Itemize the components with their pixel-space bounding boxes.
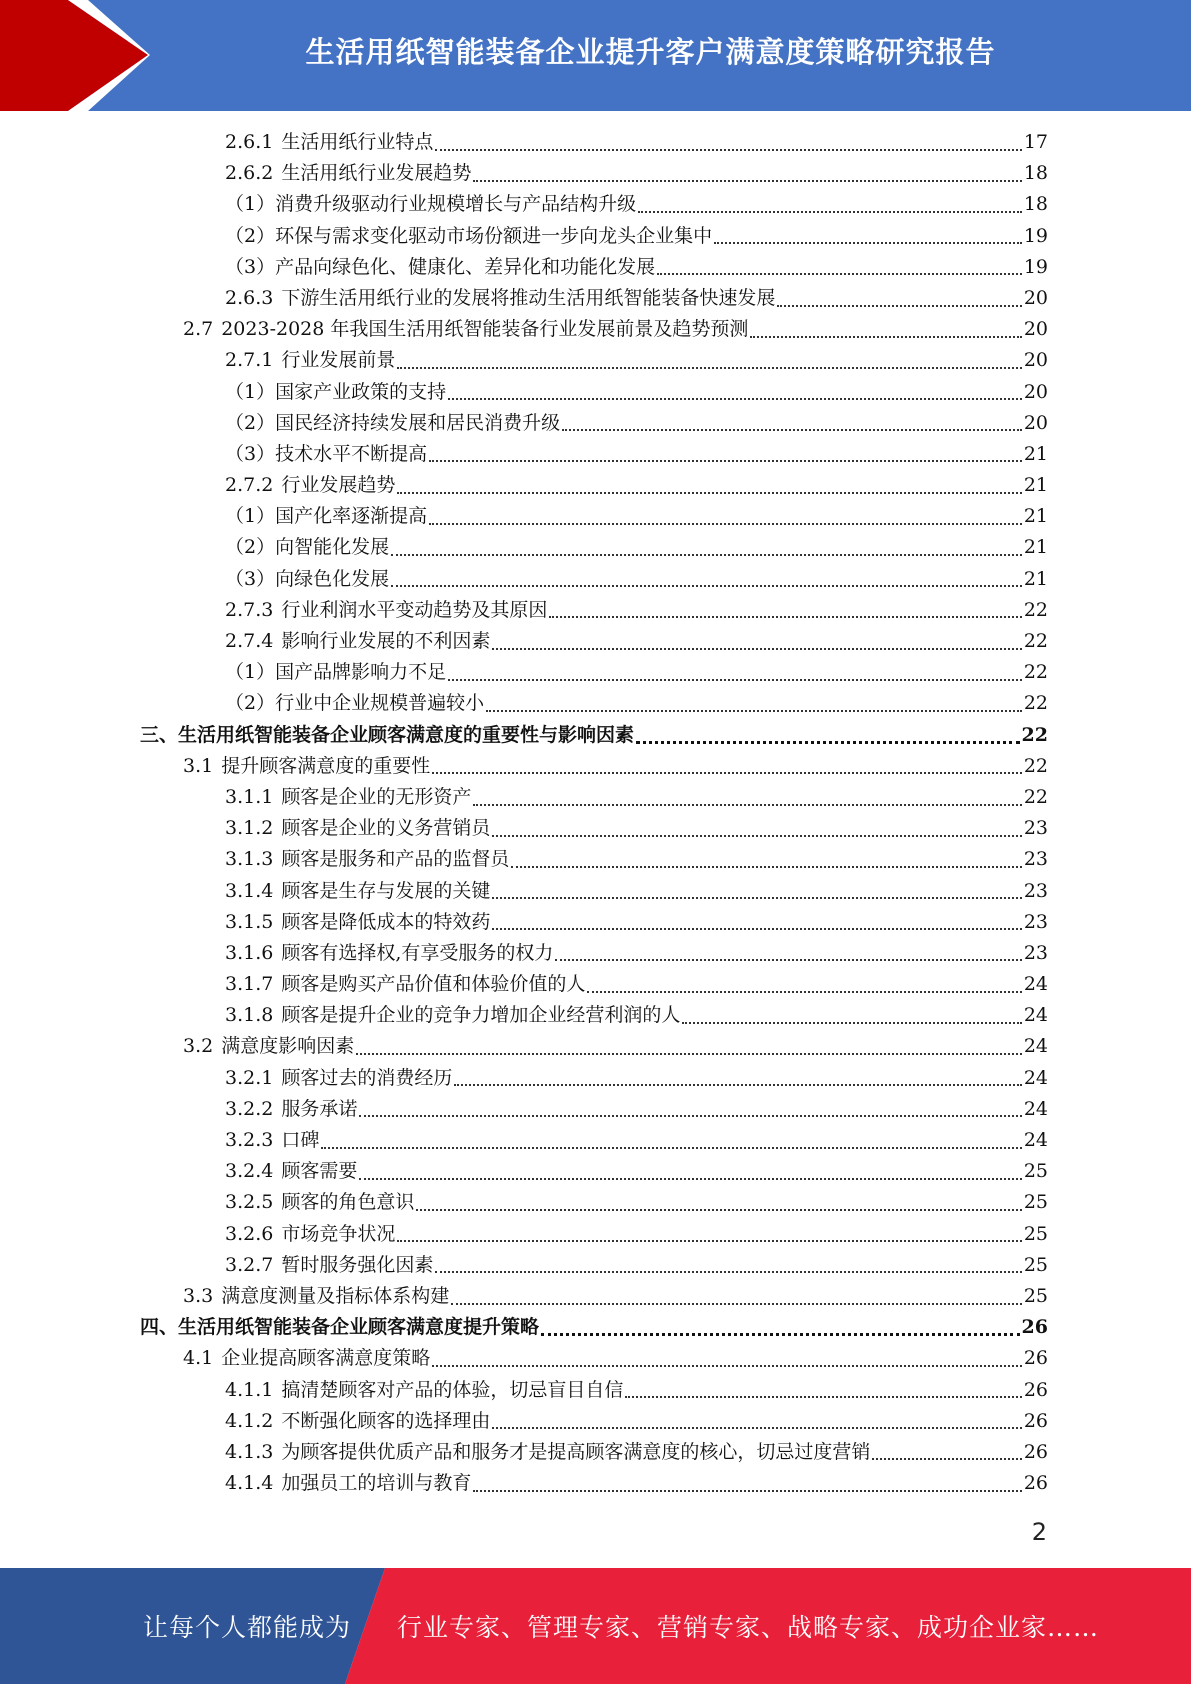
toc-entry-title: 顾客是提升企业的竞争力增加企业经营利润的人 xyxy=(281,1004,681,1027)
toc-entry-title: 影响行业发展的不利因素 xyxy=(281,630,491,652)
toc-entry-page: 21 xyxy=(1023,567,1048,590)
toc-entry-number: 3.1.4 xyxy=(225,879,274,902)
toc-dot-leader xyxy=(473,804,1021,806)
toc-dot-leader xyxy=(492,1427,1021,1429)
toc-entry-number: 2.6.2 xyxy=(225,162,274,185)
toc-entry-title: 国民经济持续发展和居民消费升级 xyxy=(275,411,561,434)
toc-dot-leader xyxy=(473,180,1021,182)
toc-entry-number: 3.2.3 xyxy=(225,1129,274,1151)
toc-entry-page: 25 xyxy=(1023,1160,1048,1183)
toc-entry[interactable] xyxy=(140,720,1048,751)
toc-entry[interactable] xyxy=(140,657,1048,688)
toc-dot-leader xyxy=(872,1458,1021,1460)
toc-entry-page: 26 xyxy=(1023,1378,1048,1401)
toc-entry-title: 顾客需要 xyxy=(281,1160,358,1183)
toc-entry-number: 3.1.2 xyxy=(225,817,274,840)
toc-dot-leader xyxy=(492,897,1021,899)
toc-entry[interactable] xyxy=(140,876,1048,907)
toc-entry-number: 2.7.4 xyxy=(225,630,274,652)
toc-entry-title: 国家产业政策的支持 xyxy=(275,380,447,403)
toc-entry-page: 25 xyxy=(1023,1284,1048,1307)
toc-entry[interactable] xyxy=(140,1468,1048,1499)
toc-entry[interactable] xyxy=(140,221,1048,252)
toc-entry-number: 3.2.7 xyxy=(225,1253,274,1276)
toc-entry[interactable] xyxy=(140,1406,1048,1437)
toc-entry-title: 生活用纸行业特点 xyxy=(281,131,434,153)
toc-entry[interactable] xyxy=(140,470,1048,501)
toc-entry-title: 提升顾客满意度的重要性 xyxy=(221,754,431,777)
toc-entry-number: 2.7.2 xyxy=(225,474,274,497)
toc-dot-leader xyxy=(321,1147,1021,1149)
toc-entry-number: （1） xyxy=(225,505,276,528)
toc-entry[interactable] xyxy=(140,439,1048,470)
toc-entry-number: 4.1.2 xyxy=(225,1409,274,1432)
toc-entry[interactable] xyxy=(140,127,1048,158)
toc-entry[interactable] xyxy=(140,314,1048,345)
toc-entry-title: 下游生活用纸行业的发展将推动生活用纸智能装备快速发展 xyxy=(281,286,776,309)
toc-entry-page: 25 xyxy=(1023,1253,1048,1276)
toc-entry-title: 顾客是购买产品价值和体验价值的人 xyxy=(281,973,586,996)
toc-dot-leader xyxy=(657,273,1022,275)
toc-entry-page: 23 xyxy=(1023,848,1048,871)
toc-entry[interactable] xyxy=(140,408,1048,439)
toc-dot-leader xyxy=(454,1084,1021,1086)
toc-entry-page: 22 xyxy=(1023,598,1048,621)
toc-entry-page: 17 xyxy=(1023,131,1048,153)
toc-dot-leader xyxy=(492,835,1021,837)
toc-entry-page: 26 xyxy=(1023,1472,1048,1495)
toc-entry-title: 为顾客提供优质产品和服务才是提高顾客满意度的核心，切忌过度营销 xyxy=(281,1440,871,1463)
toc-entry-title: 环保与需求变化驱动市场份额进一步向龙头企业集中 xyxy=(275,224,713,247)
toc-dot-leader xyxy=(435,149,1021,151)
toc-dot-leader xyxy=(541,1333,1020,1336)
toc-entry-page: 22 xyxy=(1023,754,1048,777)
toc-dot-leader xyxy=(359,1115,1021,1117)
toc-entry-number: 3.1.3 xyxy=(225,848,274,871)
toc-entry-number: 2.6.3 xyxy=(225,286,274,309)
toc-dot-leader xyxy=(636,741,1020,744)
toc-entry-number: 4.1.1 xyxy=(225,1378,274,1401)
toc-entry[interactable] xyxy=(140,252,1048,283)
toc-entry-title: 企业提高顾客满意度策略 xyxy=(221,1347,431,1370)
toc-dot-leader xyxy=(682,1022,1021,1024)
toc-entry-number: 3.1.1 xyxy=(225,785,274,808)
toc-entry-page: 24 xyxy=(1023,1004,1048,1027)
toc-entry-page: 18 xyxy=(1023,193,1048,216)
toc-entry-number: （1） xyxy=(225,380,276,403)
toc-entry-number: （2） xyxy=(225,536,276,559)
toc-entry[interactable] xyxy=(140,501,1048,532)
toc-entry[interactable] xyxy=(140,1219,1048,1250)
toc-dot-leader xyxy=(625,1396,1021,1398)
toc-entry-number: （3） xyxy=(225,255,276,278)
toc-entry[interactable] xyxy=(140,1000,1048,1031)
toc-entry-title: 行业中企业规模普遍较小 xyxy=(275,692,485,715)
toc-entry[interactable] xyxy=(140,1281,1048,1312)
toc-entry-page: 26 xyxy=(1023,1440,1048,1463)
toc-entry-title: 顾客是企业的义务营销员 xyxy=(281,817,491,840)
toc-entry-page: 24 xyxy=(1023,1097,1048,1120)
toc-dot-leader xyxy=(432,1365,1022,1367)
toc-entry-number: 2.7.1 xyxy=(225,349,274,372)
toc-entry-title: 顾客是企业的无形资产 xyxy=(281,785,472,808)
toc-entry-page: 22 xyxy=(1023,661,1048,684)
toc-entry-title: 顾客是降低成本的特效药 xyxy=(281,910,491,933)
toc-entry-title: 国产化率逐渐提高 xyxy=(275,505,428,528)
toc-entry-title: 2023-2028 年我国生活用纸智能装备行业发展前景及趋势预测 xyxy=(221,318,749,341)
toc-entry[interactable] xyxy=(140,907,1048,938)
toc-entry-title: 市场竞争状况 xyxy=(281,1222,396,1245)
toc-entry[interactable] xyxy=(140,1094,1048,1125)
footer-slogan-left: 让每个人都能成为 xyxy=(143,1613,352,1642)
toc-entry-page: 24 xyxy=(1023,1129,1048,1151)
toc-entry-number: （1） xyxy=(225,661,276,684)
toc-dot-leader xyxy=(587,991,1021,993)
toc-entry-title: 暂时服务强化因素 xyxy=(281,1253,434,1276)
toc-entry-title: 产品向绿色化、健康化、差异化和功能化发展 xyxy=(275,255,656,278)
toc-entry[interactable] xyxy=(140,938,1048,969)
toc-entry-number: （2） xyxy=(225,224,276,247)
toc-entry-title: 服务承诺 xyxy=(281,1097,358,1120)
toc-entry-title: 口碑 xyxy=(281,1129,320,1151)
toc-entry[interactable] xyxy=(140,969,1048,1000)
toc-entry-page: 25 xyxy=(1023,1191,1048,1214)
toc-entry-title: 顾客是服务和产品的监督员 xyxy=(281,848,510,871)
toc-entry-page: 20 xyxy=(1023,318,1048,341)
toc-entry-number: 3.2 xyxy=(183,1035,214,1058)
toc-entry[interactable] xyxy=(140,1156,1048,1187)
toc-dot-leader xyxy=(391,554,1022,556)
toc-entry-number: （2） xyxy=(225,411,276,434)
toc-dot-leader xyxy=(555,959,1021,961)
toc-entry-page: 22 xyxy=(1023,785,1048,808)
toc-dot-leader xyxy=(750,336,1021,338)
toc-dot-leader xyxy=(714,242,1022,244)
toc-entry[interactable] xyxy=(140,158,1048,189)
toc-entry[interactable] xyxy=(140,1125,1048,1156)
toc-entry-page: 22 xyxy=(1023,692,1048,715)
toc-entry[interactable] xyxy=(140,532,1048,563)
toc-dot-leader xyxy=(429,523,1022,525)
toc-entry-number: （3） xyxy=(225,567,276,590)
toc-entry-page: 21 xyxy=(1023,536,1048,559)
toc-entry[interactable] xyxy=(140,626,1048,657)
page-header xyxy=(0,0,1191,111)
toc-entry-number: 三、 xyxy=(140,723,179,746)
toc-entry-number: 3.2.2 xyxy=(225,1097,274,1120)
toc-dot-leader xyxy=(448,679,1022,681)
toc-entry-page: 23 xyxy=(1023,941,1048,964)
toc-entry[interactable] xyxy=(140,1312,1048,1343)
toc-entry[interactable] xyxy=(140,813,1048,844)
toc-dot-leader xyxy=(435,1271,1021,1273)
toc-entry-number: 3.1.8 xyxy=(225,1004,274,1027)
toc-entry-title: 生活用纸行业发展趋势 xyxy=(281,162,472,185)
toc-entry-page: 25 xyxy=(1023,1222,1048,1245)
toc-dot-leader xyxy=(638,211,1022,213)
toc-entry[interactable] xyxy=(140,1437,1048,1468)
toc-entry[interactable] xyxy=(140,1187,1048,1218)
toc-entry-page: 24 xyxy=(1023,1035,1048,1058)
toc-dot-leader xyxy=(486,710,1022,712)
toc-dot-leader xyxy=(356,1053,1022,1055)
table-of-contents xyxy=(140,127,1048,1499)
toc-entry-number: 3.1.7 xyxy=(225,973,274,996)
toc-entry[interactable] xyxy=(140,782,1048,813)
toc-entry-number: （1） xyxy=(225,193,276,216)
toc-entry-title: 加强员工的培训与教育 xyxy=(281,1472,472,1495)
toc-dot-leader xyxy=(511,866,1021,868)
toc-entry-title: 消费升级驱动行业规模增长与产品结构升级 xyxy=(275,193,637,216)
footer-slogan-right: 行业专家、管理专家、营销专家、战略专家、成功企业家…… xyxy=(397,1613,1100,1642)
toc-entry-page: 23 xyxy=(1023,879,1048,902)
toc-dot-leader xyxy=(492,648,1021,650)
toc-entry-title: 技术水平不断提高 xyxy=(275,442,428,465)
toc-entry-page: 22 xyxy=(1023,630,1048,652)
toc-entry-page: 20 xyxy=(1023,411,1048,434)
toc-entry[interactable] xyxy=(140,189,1048,220)
toc-entry-title: 不断强化顾客的选择理由 xyxy=(281,1409,491,1432)
toc-entry-title: 行业发展前景 xyxy=(281,349,396,372)
toc-entry-page: 21 xyxy=(1023,442,1048,465)
toc-entry-number: 3.2.4 xyxy=(225,1160,274,1183)
toc-dot-leader xyxy=(432,772,1022,774)
toc-entry-number: 3.3 xyxy=(183,1284,214,1307)
toc-dot-leader xyxy=(397,367,1021,369)
toc-entry-number: 四、 xyxy=(140,1316,179,1339)
toc-entry-title: 顾客过去的消费经历 xyxy=(281,1066,453,1089)
toc-entry-page: 26 xyxy=(1021,1316,1048,1339)
page-number: 2 xyxy=(1031,1518,1047,1546)
toc-entry-page: 23 xyxy=(1023,817,1048,840)
toc-entry-title: 向绿色化发展 xyxy=(275,567,390,590)
toc-dot-leader xyxy=(549,616,1021,618)
toc-entry-number: 3.2.1 xyxy=(225,1066,274,1089)
toc-entry[interactable] xyxy=(140,1031,1048,1062)
toc-entry-number: 3.1.6 xyxy=(225,941,274,964)
toc-entry[interactable] xyxy=(140,564,1048,595)
toc-entry-page: 24 xyxy=(1023,1066,1048,1089)
toc-entry[interactable] xyxy=(140,595,1048,626)
toc-entry[interactable] xyxy=(140,283,1048,314)
toc-entry-page: 21 xyxy=(1023,474,1048,497)
toc-entry[interactable] xyxy=(140,1375,1048,1406)
toc-entry-title: 向智能化发展 xyxy=(275,536,390,559)
toc-entry-page: 21 xyxy=(1023,505,1048,528)
toc-entry-page: 18 xyxy=(1023,162,1048,185)
toc-entry-title: 满意度测量及指标体系构建 xyxy=(221,1284,450,1307)
toc-entry-page: 24 xyxy=(1023,973,1048,996)
toc-dot-leader xyxy=(492,928,1021,930)
toc-entry-page: 20 xyxy=(1023,349,1048,372)
toc-entry-number: （2） xyxy=(225,692,276,715)
toc-entry-page: 22 xyxy=(1021,723,1048,746)
toc-dot-leader xyxy=(473,1490,1021,1492)
toc-entry-number: 2.7.3 xyxy=(225,598,274,621)
toc-dot-leader xyxy=(391,585,1022,587)
toc-entry-title: 行业利润水平变动趋势及其原因 xyxy=(281,598,548,621)
page-footer xyxy=(0,1568,1191,1684)
toc-entry-title: 顾客是生存与发展的关键 xyxy=(281,879,491,902)
toc-entry-number: 3.2.6 xyxy=(225,1222,274,1245)
toc-entry-title: 顾客的角色意识 xyxy=(281,1191,415,1214)
toc-dot-leader xyxy=(397,1240,1021,1242)
toc-entry-title: 国产品牌影响力不足 xyxy=(275,661,447,684)
toc-dot-leader xyxy=(777,305,1021,307)
toc-entry-number: 2.7 xyxy=(183,318,214,341)
toc-entry-page: 20 xyxy=(1023,380,1048,403)
toc-entry[interactable] xyxy=(140,1063,1048,1094)
toc-entry[interactable] xyxy=(140,1250,1048,1281)
toc-entry-title: 行业发展趋势 xyxy=(281,474,396,497)
toc-entry-page: 19 xyxy=(1023,224,1048,247)
toc-entry-page: 26 xyxy=(1023,1409,1048,1432)
toc-dot-leader xyxy=(562,429,1022,431)
toc-entry-title: 生活用纸智能装备企业顾客满意度提升策略 xyxy=(178,1316,540,1339)
toc-entry-number: 2.6.1 xyxy=(225,131,274,153)
toc-dot-leader xyxy=(429,460,1022,462)
toc-dot-leader xyxy=(359,1178,1021,1180)
toc-dot-leader xyxy=(397,492,1021,494)
toc-entry-number: 3.1 xyxy=(183,754,214,777)
toc-entry-number: 4.1.3 xyxy=(225,1440,274,1463)
toc-entry-number: 3.1.5 xyxy=(225,910,274,933)
toc-entry-number: 3.2.5 xyxy=(225,1191,274,1214)
toc-entry[interactable] xyxy=(140,751,1048,782)
toc-entry[interactable] xyxy=(140,844,1048,875)
toc-entry-number: （3） xyxy=(225,442,276,465)
toc-entry-page: 26 xyxy=(1023,1347,1048,1370)
toc-entry-page: 19 xyxy=(1023,255,1048,278)
toc-entry[interactable] xyxy=(140,345,1048,376)
toc-entry-title: 满意度影响因素 xyxy=(221,1035,355,1058)
toc-entry-page: 23 xyxy=(1023,910,1048,933)
report-title: 生活用纸智能装备企业提升客户满意度策略研究报告 xyxy=(305,34,996,69)
toc-entry-number: 4.1.4 xyxy=(225,1472,274,1495)
toc-entry-number: 4.1 xyxy=(183,1347,214,1370)
toc-entry[interactable] xyxy=(140,688,1048,719)
toc-entry[interactable] xyxy=(140,377,1048,408)
toc-entry-title: 搞清楚顾客对产品的体验，切忌盲目自信 xyxy=(281,1378,624,1401)
toc-entry-title: 生活用纸智能装备企业顾客满意度的重要性与影响因素 xyxy=(178,723,635,746)
toc-entry-page: 20 xyxy=(1023,286,1048,309)
toc-dot-leader xyxy=(448,398,1022,400)
toc-entry[interactable] xyxy=(140,1343,1048,1374)
toc-entry-title: 顾客有选择权,有享受服务的权力 xyxy=(281,941,554,964)
toc-dot-leader xyxy=(451,1303,1022,1305)
toc-dot-leader xyxy=(416,1209,1021,1211)
